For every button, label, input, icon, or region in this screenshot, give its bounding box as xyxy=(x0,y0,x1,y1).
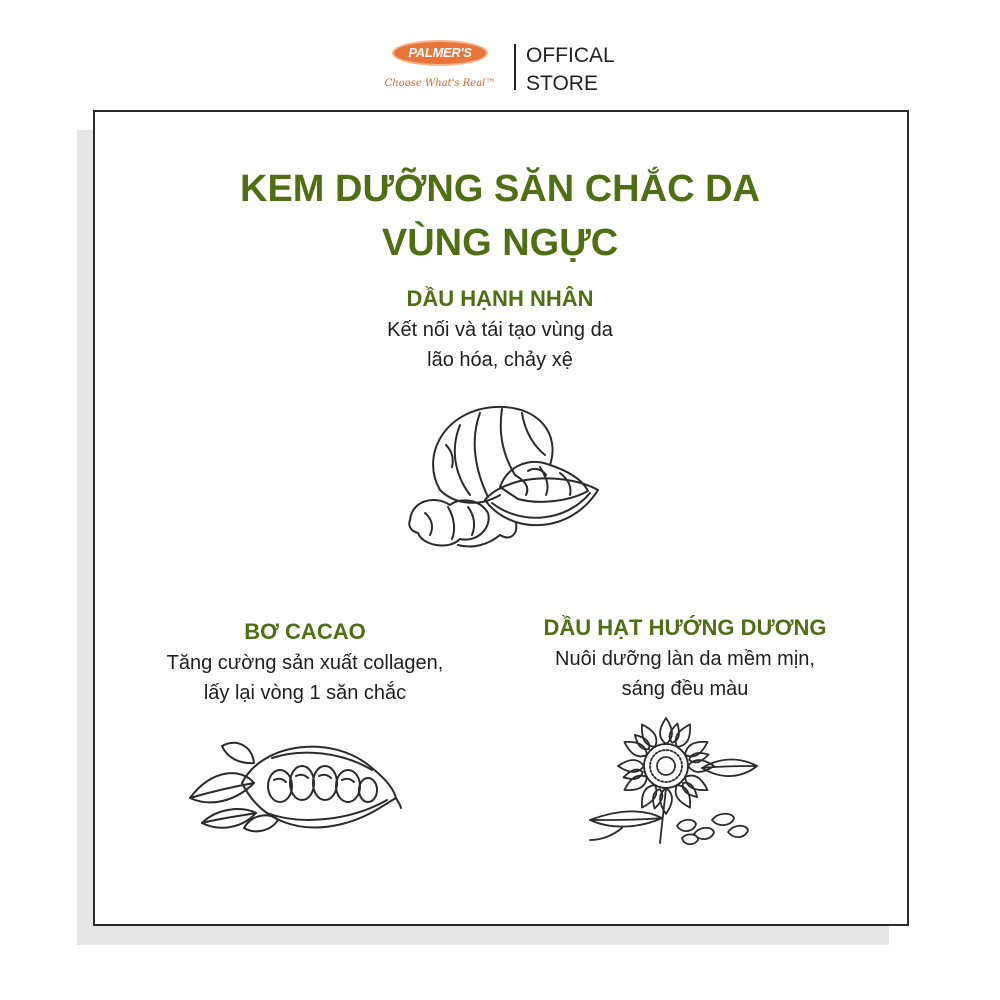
walnut-icon xyxy=(400,395,610,555)
ingredient-name: DẦU HẠNH NHÂN xyxy=(406,286,594,311)
sunflower-icon xyxy=(582,708,762,848)
page-title-line2: VÙNG NGỰC xyxy=(381,222,619,264)
ingredient-cocoa-butter xyxy=(100,616,510,708)
ingredient-desc-line1: Nuôi dưỡng làn da mềm mịn, xyxy=(555,648,815,670)
cacao-pod-icon xyxy=(182,728,402,838)
ingredient-sunflower-oil xyxy=(480,612,890,704)
ingredient-desc-line1: Kết nối và tái tạo vùng da xyxy=(387,319,613,341)
brand-name: PALMER'S xyxy=(408,45,472,60)
brand-tagline: Choose What's Real™ xyxy=(384,78,496,89)
page-title-line1: KEM DƯỠNG SĂN CHẮC DA xyxy=(240,168,760,210)
ingredient-almond-oil xyxy=(300,283,700,375)
ingredient-desc-line2: sáng đều màu xyxy=(621,678,749,700)
ingredient-name: BƠ CACAO xyxy=(244,619,366,644)
logo-badge xyxy=(392,40,488,66)
header xyxy=(0,30,1000,110)
ingredient-desc-line2: lấy lại vòng 1 săn chắc xyxy=(203,682,407,704)
ingredient-desc-line2: lão hóa, chảy xệ xyxy=(427,349,573,371)
ingredient-desc-line1: Tăng cường sản xuất collagen, xyxy=(166,652,444,674)
store-label-line2: STORE xyxy=(526,72,598,95)
brand-logo[interactable] xyxy=(384,36,496,98)
ingredient-name: DẦU HẠT HƯỚNG DƯƠNG xyxy=(543,615,827,640)
store-label xyxy=(526,42,615,98)
page-title xyxy=(0,162,1000,270)
header-divider xyxy=(514,44,516,90)
store-label-line1: OFFICAL xyxy=(526,44,615,67)
